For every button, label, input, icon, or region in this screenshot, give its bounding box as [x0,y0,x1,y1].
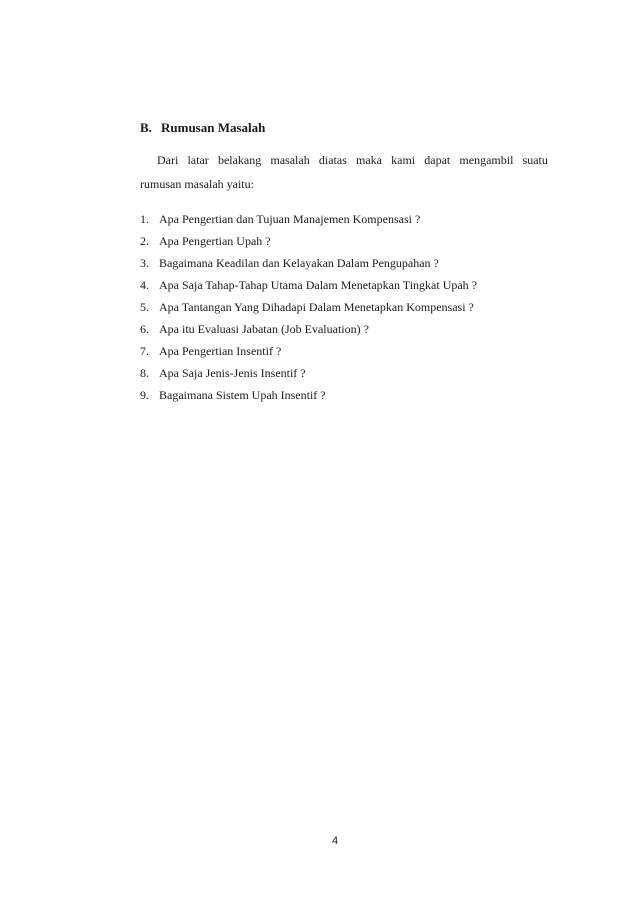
paragraph-word: maka [356,153,382,167]
paragraph-word: diatas [318,153,347,167]
list-item-number: 5. [140,300,149,314]
list-item-number: 7. [140,344,149,358]
list-item [140,384,477,406]
paragraph-word: latar [187,153,209,167]
paragraph-word: masalah [270,153,310,167]
list-item-number: 1. [140,212,149,226]
list-item [140,252,477,274]
paragraph-line-2: rumusan masalah yaitu: [140,177,254,191]
problem-list [140,208,477,406]
paragraph-word: suatu [522,153,548,167]
list-item-text: Bagaimana Keadilan dan Kelayakan Dalam Pengupahan ? [159,256,439,270]
list-item-number: 8. [140,366,149,380]
list-item-text: Apa Pengertian Upah ? [159,234,271,248]
list-item-number: 6. [140,322,149,336]
section-label: B. [140,120,152,135]
list-item [140,340,477,362]
section-heading [140,120,265,136]
list-item [140,208,477,230]
list-item-text: Apa itu Evaluasi Jabatan (Job Evaluation) ? [159,322,369,336]
list-item-text: Apa Saja Tahap-Tahap Utama Dalam Menetapkan Tingkat Upah ? [159,278,478,292]
list-item-number: 9. [140,388,149,402]
list-item-text: Apa Tantangan Yang Dihadapi Dalam Menetapkan Kompensasi ? [159,300,474,314]
paragraph-word: belakang [217,153,262,167]
list-item-text: Bagaimana Sistem Upah Insentif ? [159,388,326,402]
page-number: 4 [331,835,339,847]
list-item-text: Apa Pengertian dan Tujuan Manajemen Kompensasi ? [159,212,421,226]
list-item [140,318,477,340]
list-item-text: Apa Saja Jenis-Jenis Insentif ? [159,366,306,380]
paragraph-word: Dari [157,153,179,167]
list-item-number: 4. [140,278,149,292]
list-item [140,296,477,318]
list-item-text: Apa Pengertian Insentif ? [159,344,282,358]
paragraph-word: dapat [424,153,451,167]
list-item-number: 2. [140,234,149,248]
list-item [140,362,477,384]
list-item [140,274,477,296]
list-item [140,230,477,252]
section-title: Rumusan Masalah [161,120,266,135]
paragraph-word: mengambil [459,153,514,167]
list-item-number: 3. [140,256,149,270]
paragraph-word: kami [391,153,416,167]
paragraph-line-1 [157,153,548,168]
